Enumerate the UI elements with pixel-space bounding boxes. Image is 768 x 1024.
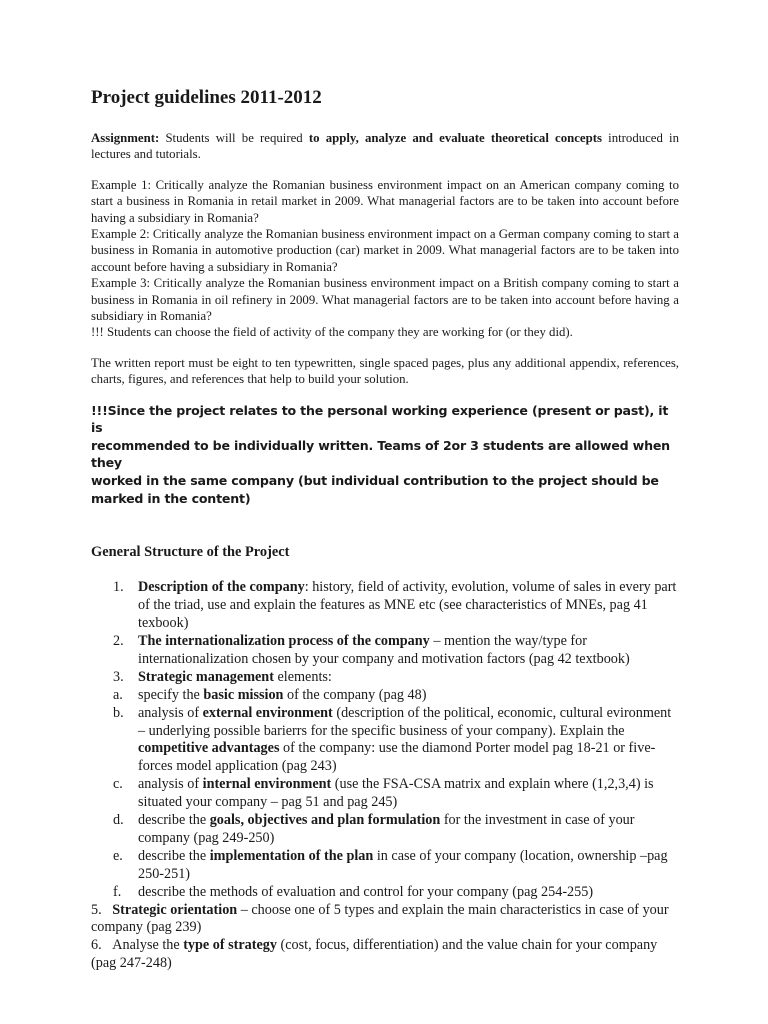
structure-title: General Structure of the Project — [91, 544, 290, 561]
example-2: Example 2: Critically analyze the Romanian business environment impact on a German company coming to start a business in Romania in automotive production (car) market in 2009. What managerial factors are to be taken into account before having a subsidiary in Romania? — [91, 227, 679, 274]
examples-block — [91, 177, 679, 341]
list-item: a. specify the basic mission of the company (pag 48) — [113, 686, 427, 703]
document-page — [91, 86, 679, 973]
assignment-text-1: Students will be required — [159, 131, 309, 145]
assignment-label: Assignment: — [91, 131, 160, 145]
warning-line-2: recommended to be individually written. Teams of 2or 3 students are allowed when they — [91, 437, 670, 471]
list-item: 5. Strategic orientation – choose one of 5 types and explain the main characteristics in case of your company (pag 239) — [91, 901, 669, 936]
example-3: Example 3: Critically analyze the Romanian business environment impact on a British company coming to start a business in Romania in oil refinery in 2009. What managerial factors are to be taken into account before having a subsidiary in Romania? — [91, 276, 679, 324]
list-item: e. describe the implementation of the plan in case of your company (location, ownership –pag 250-251) — [113, 847, 668, 882]
structure-list — [91, 579, 679, 973]
example-1: Example 1: Critically analyze the Romanian business environment impact on an American company coming to start a business in Romania in retail market in 2009. What managerial factors are to be taken into account before having a subsidiary in Romania? — [91, 177, 679, 225]
list-item: 6. Analyse the type of strategy (cost, focus, differentiation) and the value chain for your company (pag 247-248) — [91, 937, 658, 972]
list-item: 3. Strategic management elements: — [113, 668, 332, 685]
list-item: 2. The internationalization process of the company – mention the way/type for internationalization chosen by your company and motivation factors (pag 42 textbook) — [113, 632, 630, 667]
list-item: 1. Description of the company: history, field of activity, evolution, volume of sales in every part of the triad, use and explain the features as MNE etc (see characteristics of MNEs, pag 41 texbook) — [113, 579, 677, 632]
list-item: f. describe the methods of evaluation and control for your company (pag 254-255) — [113, 883, 594, 900]
field-note: !!! Students can choose the field of activity of the company they are working for (or they did). — [91, 325, 573, 340]
warning-line-1: !!!Since the project relates to the personal working experience (present or past), it is — [91, 402, 669, 436]
report-paragraph: The written report must be eight to ten typewritten, single spaced pages, plus any additional appendix, references, charts, figures, and references that help to build your solution. — [91, 355, 679, 387]
page-title: Project guidelines 2011-2012 — [91, 87, 322, 108]
list-item: c. analysis of internal environment (use the FSA-CSA matrix and explain where (1,2,3,4) is situated your company – pag 51 and pag 245) — [113, 776, 654, 811]
assignment-bold: to apply, analyze and evaluate theoretical concepts — [308, 131, 602, 145]
team-warning — [91, 402, 679, 508]
list-item: b. analysis of external environment (description of the political, economic, cultural evironment – underlying possible barierrs for the specific business of your company). Explain the competitive advantages of the company: use the diamond Porter model pag 18-21 or five-forces model application (pag 243) — [113, 704, 672, 775]
warning-line-4: marked in the content) — [91, 490, 251, 506]
assignment-paragraph — [91, 130, 679, 163]
assignment-text-2: introduced in lectures and tutorials. — [91, 131, 680, 162]
list-item: d. describe the goals, objectives and plan formulation for the investment in case of your company (pag 249-250) — [113, 812, 635, 846]
warning-line-3: worked in the same company (but individual contribution to the project should be — [91, 473, 659, 489]
